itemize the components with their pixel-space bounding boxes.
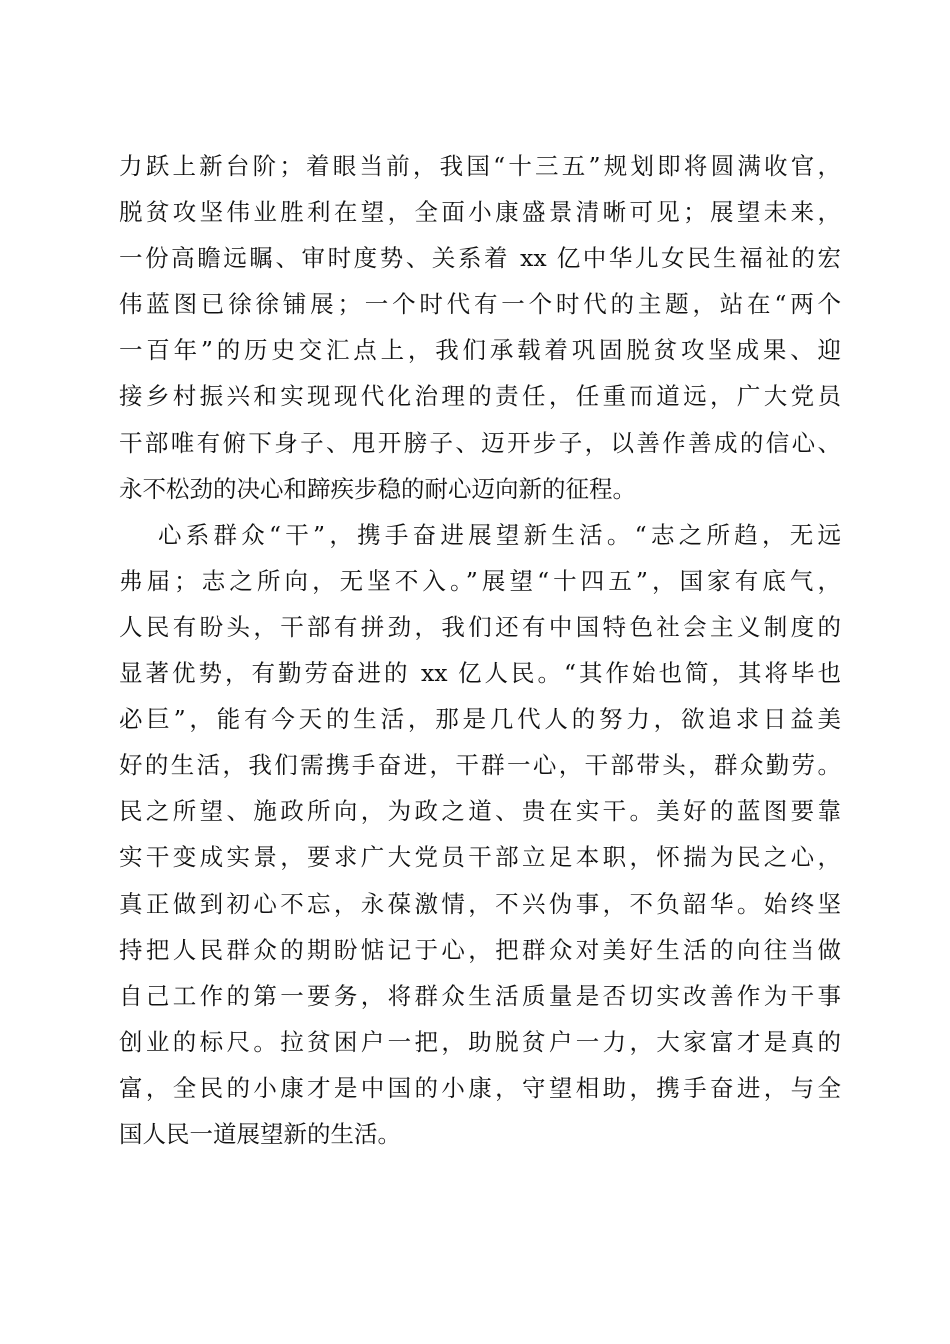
text-line: 一百年”的历史交汇点上，我们承载着巩固脱贫攻坚成果、迎: [119, 336, 841, 365]
text-line: 永不松劲的决心和蹄疾步稳的耐心迈向新的征程。: [119, 474, 636, 503]
text-line: 好的生活，我们需携手奋进，干群一心，干部带头，群众勤劳。: [119, 751, 841, 780]
text-line: 创业的标尺。拉贫困户一把，助脱贫户一力，大家富才是真的: [119, 1027, 841, 1056]
text-line: 真正做到初心不忘，永葆激情，不兴伪事，不负韶华。始终坚: [119, 889, 841, 918]
text-line: 民之所望、施政所向，为政之道、贵在实干。美好的蓝图要靠: [119, 797, 841, 826]
text-line: 人民有盼头，干部有拼劲，我们还有中国特色社会主义制度的: [119, 612, 841, 641]
text-line: 富，全民的小康才是中国的小康，守望相助，携手奋进，与全: [119, 1073, 841, 1102]
text-line: 持把人民群众的期盼惦记于心，把群众对美好生活的向往当做: [119, 935, 841, 964]
text-line: 国人民一道展望新的生活。: [119, 1119, 401, 1148]
text-line: 接乡村振兴和实现现代化治理的责任，任重而道远，广大党员: [119, 382, 841, 411]
text-line: 力跃上新台阶；着眼当前，我国“十三五”规划即将圆满收官，: [119, 152, 841, 180]
paragraph-first-line: 心系群众“干”，携手奋进展望新生活。“志之所趋，无远: [158, 520, 841, 549]
body-text: [119, 143, 841, 1157]
text-line: 干部唯有俯下身子、甩开膀子、迈开步子，以善作善成的信心、: [119, 428, 841, 457]
text-line: 显著优势，有勤劳奋进的 xx 亿人民。“其作始也简，其将毕也: [119, 659, 841, 688]
text-line: 必巨”，能有今天的生活，那是几代人的努力，欲追求日益美: [119, 705, 841, 734]
text-line: 脱贫攻坚伟业胜利在望，全面小康盛景清晰可见；展望未来，: [119, 198, 841, 227]
text-line: 弗届；志之所向，无坚不入。”展望“十四五”，国家有底气，: [119, 566, 841, 595]
text-line: 实干变成实景，要求广大党员干部立足本职，怀揣为民之心，: [119, 843, 841, 872]
text-line: 自己工作的第一要务，将群众生活质量是否切实改善作为干事: [119, 981, 841, 1010]
text-line: 伟蓝图已徐徐铺展；一个时代有一个时代的主题，站在“两个: [119, 290, 841, 319]
text-line: 一份高瞻远瞩、审时度势、关系着 xx 亿中华儿女民生福祉的宏: [119, 244, 841, 273]
